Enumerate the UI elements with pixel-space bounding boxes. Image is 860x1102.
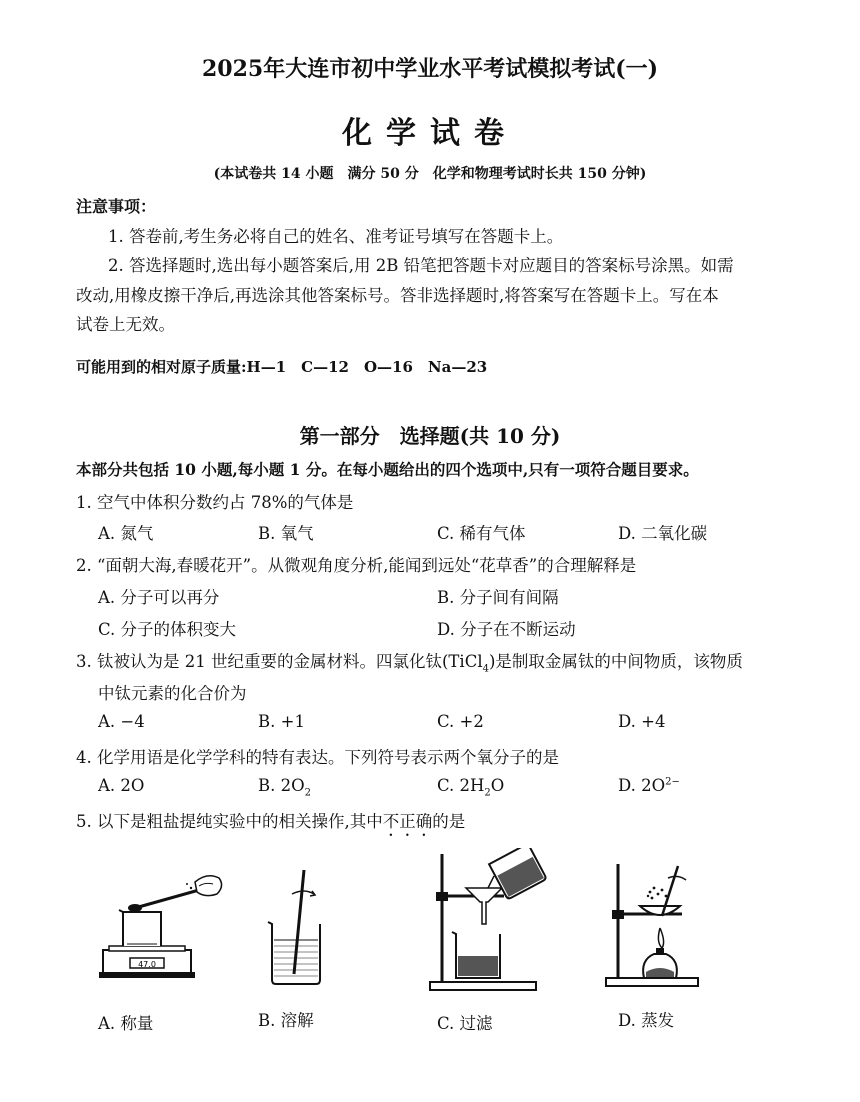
exam-title: 2025年大连市初中学业水平考试模拟考试(一) (201, 56, 659, 82)
q5-option-c[interactable]: C. 过滤 (437, 1014, 493, 1033)
notice-item-2-line-3: 试卷上无效。 (76, 315, 175, 334)
q3-option-b[interactable]: B. +1 (258, 712, 305, 731)
q3-option-d[interactable]: D. +4 (618, 712, 666, 731)
exam-info: (本试卷共 14 小题 满分 50 分 化学和物理考试时长共 150 分钟) (213, 166, 647, 182)
notice-item-1: 1. 答卷前,考生务必将自己的姓名、准考证号填写在答题卡上。 (108, 227, 564, 246)
q3-stem-line-2: 中钛元素的化合价为 (98, 684, 247, 703)
q1-option-d[interactable]: D. 二氧化碳 (618, 524, 708, 543)
evaporation-figure (604, 856, 704, 992)
q4-option-c[interactable]: C. $2H_2O$ (437, 776, 505, 799)
subject-title: 化学试卷 (342, 116, 518, 151)
q4-option-b[interactable]: B. $2O_2$ (258, 776, 312, 799)
part1-title: 第一部分 选择题(共 10 分) (299, 424, 561, 448)
filtration-figure (428, 848, 548, 996)
q1-option-a[interactable]: A. 氮气 (98, 524, 154, 543)
q4-option-a[interactable]: A. 2O (98, 776, 145, 795)
q1-stem: 1. 空气中体积分数约占 78%的气体是 (76, 493, 354, 512)
q2-stem: 2. “面朝大海,春暖花开”。从微观角度分析,能闻到远处“花草香”的合理解释是 (76, 556, 637, 575)
notice-item-2-line-2: 改动,用橡皮擦干净后,再选涂其他答案标号。答非选择题时,将答案写在答题卡上。写在本 (76, 286, 719, 305)
part1-instruction: 本部分共包括 10 小题,每小题 1 分。在每小题给出的四个选项中,只有一项符合题目要求。 (76, 460, 699, 479)
q2-option-b[interactable]: B. 分子间有间隔 (437, 588, 559, 607)
q2-option-d[interactable]: D. 分子在不断运动 (437, 620, 576, 639)
q5-option-a[interactable]: A. 称量 (98, 1014, 154, 1033)
weighing-figure (95, 868, 235, 988)
q2-option-c[interactable]: C. 分子的体积变大 (98, 620, 237, 639)
q5-stem: 5. 以下是粗盐提纯实验中的相关操作,其中不正确的是 (76, 812, 466, 831)
q2-option-a[interactable]: A. 分子可以再分 (98, 588, 220, 607)
atomic-masses: 可能用到的相对原子质量:H—1 C—12 O—16 Na—23 (76, 358, 488, 376)
q4-stem: 4. 化学用语是化学学科的特有表达。下列符号表示两个氧分子的是 (76, 748, 559, 767)
q5-option-b[interactable]: B. 溶解 (258, 1011, 314, 1030)
q5-option-d[interactable]: D. 蒸发 (618, 1011, 675, 1030)
q3-option-a[interactable]: A. −4 (98, 712, 145, 731)
notice-heading: 注意事项： (76, 197, 157, 216)
q3-stem: 3. 钛被认为是 21 世纪重要的金属材料。四氯化钛(TiCl$_4$)是制取金属钛的中间物质，该物质 (76, 652, 743, 675)
notice-item-2-line-1: 2. 答选择题时,选出每小题答案后,用 2B 铅笔把答题卡对应题目的答案标号涂黑。如需 (108, 256, 734, 275)
dissolving-figure (262, 862, 332, 990)
q4-option-d[interactable]: D. $2O^{2-}$ (618, 776, 680, 795)
scale-reading: 47.0 (138, 960, 156, 969)
q1-option-b[interactable]: B. 氧气 (258, 524, 314, 543)
q3-option-c[interactable]: C. +2 (437, 712, 484, 731)
q1-option-c[interactable]: C. 稀有气体 (437, 524, 526, 543)
